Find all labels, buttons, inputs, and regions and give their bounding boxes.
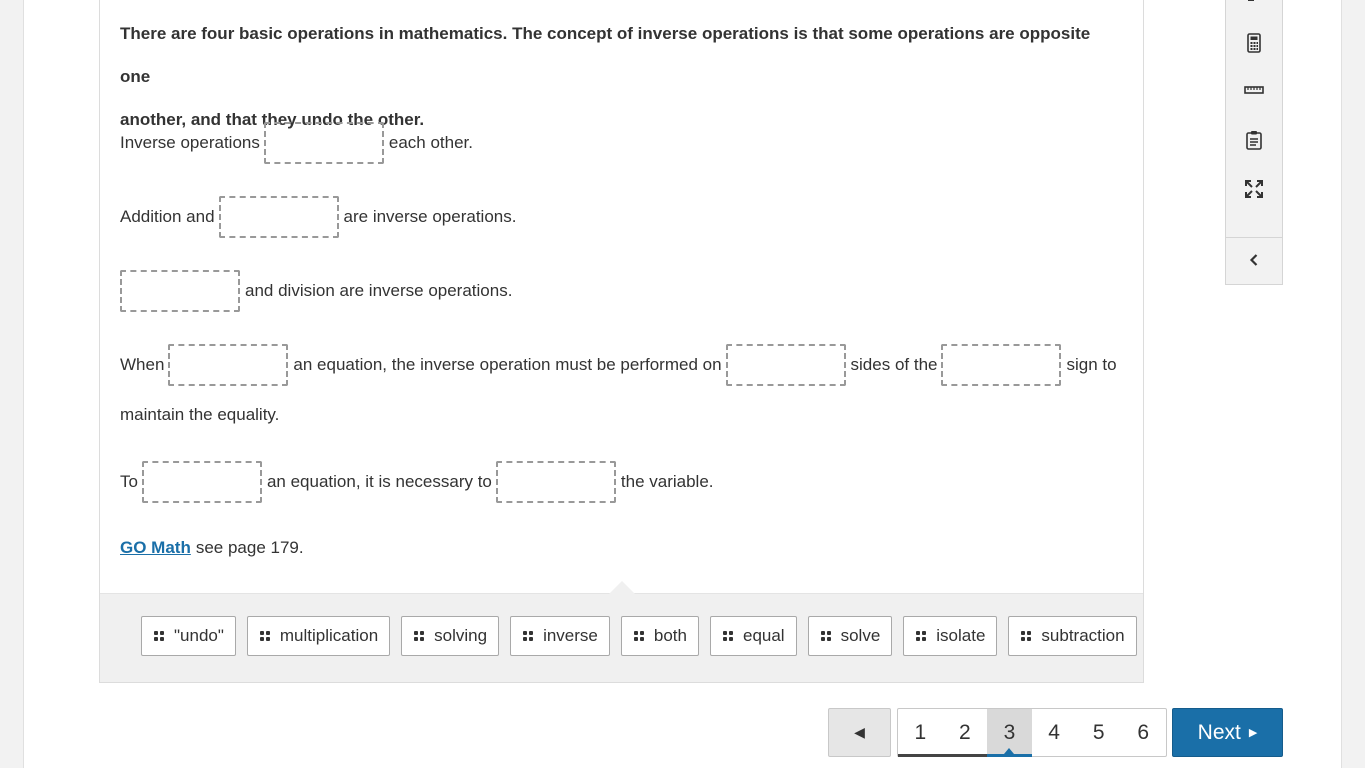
drop-zone-4[interactable] bbox=[168, 344, 288, 386]
collapse-chevron-icon[interactable] bbox=[1226, 240, 1282, 280]
visited-progress-bar bbox=[898, 754, 987, 757]
drag-handle-icon bbox=[414, 631, 424, 641]
word-chip-label: subtraction bbox=[1041, 626, 1125, 645]
intro-line-1: There are four basic operations in mathematics. The concept of inverse operations is that some operations are opposite one bbox=[120, 24, 1091, 86]
sentence-4-text-c: sides of the bbox=[850, 355, 938, 374]
reference-line bbox=[120, 538, 304, 558]
page-button-6[interactable]: 6 bbox=[1137, 720, 1150, 744]
toolbar-divider bbox=[1226, 237, 1282, 238]
word-chip[interactable] bbox=[903, 616, 997, 656]
drag-handle-icon bbox=[1021, 631, 1031, 641]
go-math-link[interactable]: GO Math bbox=[120, 538, 191, 557]
page-button-1[interactable]: 1 bbox=[914, 720, 927, 744]
sentence-4-text-e: maintain the equality. bbox=[120, 405, 280, 424]
drop-zone-7[interactable] bbox=[142, 461, 262, 503]
sentence-1-text-b: each other. bbox=[388, 133, 473, 152]
word-chip[interactable] bbox=[141, 616, 236, 656]
reference-text: see page 179. bbox=[195, 538, 304, 557]
page-button-4[interactable]: 4 bbox=[1048, 720, 1060, 744]
highlighter-icon[interactable] bbox=[1226, 0, 1282, 18]
current-page-bar bbox=[987, 754, 1032, 757]
question-card bbox=[99, 0, 1144, 683]
intro-line-2: another, and that they undo the other. bbox=[120, 110, 425, 129]
word-bank-chips bbox=[141, 616, 1137, 656]
sentence-2-text-a: Addition and bbox=[120, 207, 215, 226]
word-chip-label: equal bbox=[742, 626, 785, 645]
tools-sidebar bbox=[1225, 0, 1283, 285]
drop-zone-3[interactable] bbox=[120, 270, 240, 312]
sentence-5 bbox=[120, 461, 714, 503]
word-chip-label: isolate bbox=[936, 626, 986, 645]
page-button-3[interactable]: 3 bbox=[987, 709, 1032, 756]
sentence-1-text-a: Inverse operations bbox=[120, 133, 260, 152]
ruler-icon[interactable] bbox=[1226, 70, 1282, 110]
word-bank bbox=[100, 593, 1143, 682]
drag-handle-icon bbox=[634, 631, 644, 641]
drop-zone-5[interactable] bbox=[726, 344, 846, 386]
next-label: Next bbox=[1197, 720, 1241, 744]
word-chip-label: both bbox=[653, 626, 687, 645]
word-chip[interactable] bbox=[247, 616, 390, 656]
sentence-4 bbox=[120, 344, 1117, 386]
sentence-4-text-b: an equation, the inverse operation must be performed on bbox=[293, 355, 722, 374]
drag-handle-icon bbox=[821, 631, 831, 641]
word-bank-pointer bbox=[609, 581, 635, 594]
word-chip[interactable] bbox=[808, 616, 893, 656]
word-chip-label: solve bbox=[840, 626, 881, 645]
drag-handle-icon bbox=[154, 631, 164, 641]
sentence-5-text-a: To bbox=[120, 472, 138, 491]
sentence-4-text-d: sign to bbox=[1066, 355, 1117, 374]
sentence-5-text-c: the variable. bbox=[620, 472, 714, 491]
drop-zone-6[interactable] bbox=[941, 344, 1061, 386]
sentence-1 bbox=[120, 122, 473, 164]
word-chip-label: "undo" bbox=[174, 626, 224, 645]
drop-zone-2[interactable] bbox=[219, 196, 339, 238]
next-arrow-icon: ▶ bbox=[1248, 727, 1258, 739]
sentence-3-text-b: and division are inverse operations. bbox=[245, 281, 513, 300]
previous-button[interactable]: ◀ bbox=[828, 708, 891, 757]
page-button-2[interactable]: 2 bbox=[959, 720, 971, 744]
sentence-4-text-a: When bbox=[120, 355, 165, 374]
drop-zone-8[interactable] bbox=[496, 461, 616, 503]
word-chip[interactable] bbox=[401, 616, 499, 656]
sentence-2-text-b: are inverse operations. bbox=[343, 207, 517, 226]
word-chip-label: solving bbox=[434, 626, 488, 645]
drag-handle-icon bbox=[260, 631, 270, 641]
page-button-5[interactable]: 5 bbox=[1092, 720, 1105, 744]
word-chip[interactable] bbox=[510, 616, 610, 656]
drop-zone-1[interactable] bbox=[264, 122, 384, 164]
sentence-3 bbox=[120, 270, 512, 312]
notepad-icon[interactable] bbox=[1226, 120, 1282, 160]
word-chip[interactable] bbox=[1008, 616, 1136, 656]
next-button[interactable] bbox=[1172, 708, 1283, 757]
word-chip-label: multiplication bbox=[279, 626, 379, 645]
calculator-icon[interactable] bbox=[1226, 23, 1282, 63]
fullscreen-icon[interactable] bbox=[1226, 169, 1282, 209]
sentence-2 bbox=[120, 196, 516, 238]
sentence-4-continued bbox=[120, 405, 279, 425]
word-chip[interactable] bbox=[621, 616, 699, 656]
page-navigation bbox=[897, 708, 1167, 757]
drag-handle-icon bbox=[523, 631, 533, 641]
drag-handle-icon bbox=[916, 631, 926, 641]
word-chip-label: inverse bbox=[543, 626, 598, 645]
sentence-5-text-b: an equation, it is necessary to bbox=[266, 472, 492, 491]
drag-handle-icon bbox=[723, 631, 733, 641]
word-chip[interactable] bbox=[710, 616, 797, 656]
